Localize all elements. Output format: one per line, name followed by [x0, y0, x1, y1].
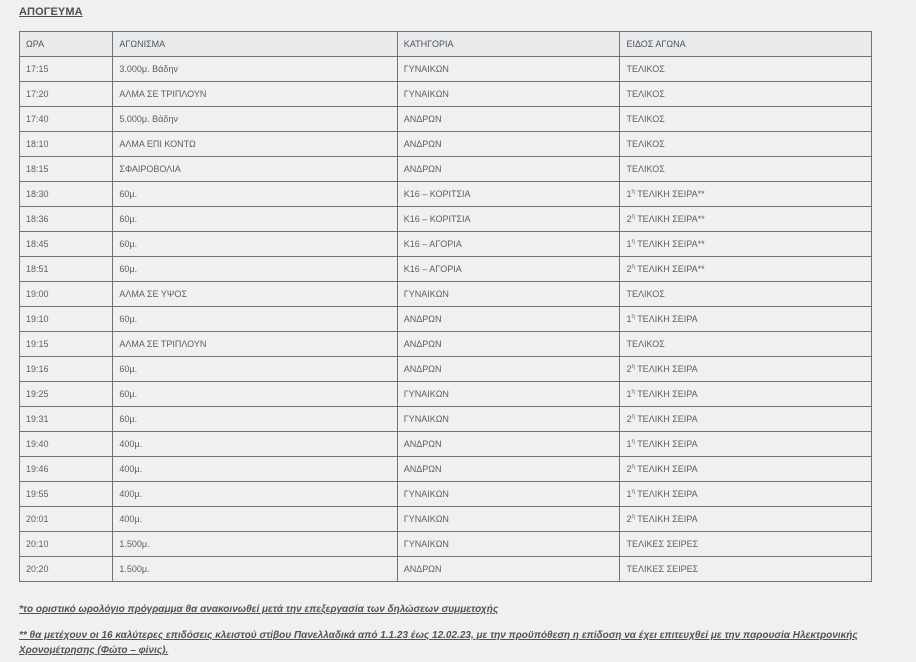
heat-ordinal-suffix: η	[631, 514, 635, 520]
cell-category	[397, 157, 620, 182]
cell-time	[20, 132, 113, 157]
heat-ordinal: 1	[626, 189, 632, 199]
heat-ordinal: 2	[626, 464, 632, 474]
cell-race-type	[620, 182, 872, 207]
heat-ordinal-suffix: η	[631, 439, 635, 445]
cell-category-text: ΑΝΔΡΩΝ	[403, 464, 442, 474]
cell-event-text: 400μ.	[119, 464, 143, 474]
section-title: ΑΠΟΓΕΥΜΑ	[19, 6, 83, 18]
cell-event	[113, 132, 397, 157]
cell-category-text: ΑΝΔΡΩΝ	[403, 439, 442, 449]
cell-time-text: 19:40	[26, 439, 49, 449]
table-row	[20, 132, 872, 157]
cell-category	[397, 557, 620, 582]
heat-ordinal: 1	[626, 439, 632, 449]
cell-category	[397, 257, 620, 282]
cell-time	[20, 107, 113, 132]
cell-event-text: ΑΛΜΑ ΣΕ ΤΡΙΠΛΟΥΝ	[119, 89, 207, 99]
cell-event	[113, 507, 397, 532]
cell-race-type-text: ΤΕΛΙΚΗ ΣΕΙΡΑ	[637, 364, 698, 374]
heat-ordinal-suffix: η	[631, 314, 635, 320]
heat-ordinal: 2	[626, 264, 632, 274]
cell-category-text: ΓΥΝΑΙΚΩΝ	[403, 539, 449, 549]
footnote-schedule: *το οριστικό ωρολόγιο πρόγραμμα θα ανακοινωθεί μετά την επεξεργασία των δηλώσεων συμμετοχής	[19, 604, 499, 615]
cell-race-type-text: ΤΕΛΙΚΟΣ	[626, 339, 665, 349]
heat-ordinal-suffix: η	[631, 464, 635, 470]
cell-time-text: 19:46	[26, 464, 49, 474]
cell-time	[20, 157, 113, 182]
cell-event-text: ΑΛΜΑ ΣΕ ΥΨΟΣ	[119, 289, 187, 299]
cell-event	[113, 482, 397, 507]
heat-ordinal-suffix: η	[631, 489, 635, 495]
table-row	[20, 182, 872, 207]
cell-category-text: Κ16 – ΑΓΟΡΙΑ	[403, 239, 462, 249]
cell-event	[113, 307, 397, 332]
cell-race-type	[620, 507, 872, 532]
cell-time-text: 20:01	[26, 514, 49, 524]
table-row	[20, 407, 872, 432]
schedule-table	[19, 31, 872, 582]
header-time: ΩΡΑ	[20, 32, 113, 57]
cell-race-type	[620, 407, 872, 432]
cell-time	[20, 357, 113, 382]
cell-time-text: 18:51	[26, 264, 49, 274]
table-row	[20, 482, 872, 507]
heat-ordinal-suffix: η	[631, 389, 635, 395]
heat-ordinal: 1	[626, 489, 632, 499]
cell-event	[113, 557, 397, 582]
cell-time-text: 18:10	[26, 139, 49, 149]
cell-category	[397, 507, 620, 532]
cell-time-text: 20:20	[26, 564, 49, 574]
cell-category-text: ΓΥΝΑΙΚΩΝ	[403, 64, 449, 74]
cell-race-type-text: ΤΕΛΙΚΗ ΣΕΙΡΑ	[637, 489, 698, 499]
table-row	[20, 557, 872, 582]
cell-category	[397, 332, 620, 357]
cell-event	[113, 157, 397, 182]
cell-time	[20, 557, 113, 582]
cell-category	[397, 382, 620, 407]
cell-time	[20, 307, 113, 332]
table-row	[20, 282, 872, 307]
cell-event-text: ΑΛΜΑ ΣΕ ΤΡΙΠΛΟΥΝ	[119, 339, 207, 349]
table-row	[20, 357, 872, 382]
table-row	[20, 207, 872, 232]
cell-race-type-text: ΤΕΛΙΚΗ ΣΕΙΡΑ	[637, 514, 698, 524]
cell-event	[113, 532, 397, 557]
header-event: ΑΓΩΝΙΣΜΑ	[113, 32, 397, 57]
cell-race-type	[620, 282, 872, 307]
table-body	[20, 57, 872, 582]
cell-event-text: 1.500μ.	[119, 539, 150, 549]
cell-event-text: ΣΦΑΙΡΟΒΟΛΙΑ	[119, 164, 181, 174]
table-row	[20, 457, 872, 482]
cell-race-type	[620, 382, 872, 407]
cell-event	[113, 432, 397, 457]
cell-race-type-text: ΤΕΛΙΚΕΣ ΣΕΙΡΕΣ	[626, 539, 699, 549]
cell-race-type-text: ΤΕΛΙΚΟΣ	[626, 89, 665, 99]
heat-ordinal-suffix: η	[631, 264, 635, 270]
cell-race-type	[620, 332, 872, 357]
cell-time-text: 17:40	[26, 114, 49, 124]
heat-ordinal: 1	[626, 314, 632, 324]
cell-time	[20, 282, 113, 307]
cell-event-text: 400μ.	[119, 514, 143, 524]
cell-category	[397, 432, 620, 457]
cell-time	[20, 82, 113, 107]
cell-event-text: 60μ.	[119, 314, 138, 324]
cell-race-type	[620, 432, 872, 457]
heat-ordinal: 1	[626, 239, 632, 249]
cell-time-text: 19:15	[26, 339, 49, 349]
cell-time	[20, 382, 113, 407]
cell-category	[397, 132, 620, 157]
cell-time-text: 18:30	[26, 189, 49, 199]
cell-category	[397, 107, 620, 132]
cell-event	[113, 357, 397, 382]
cell-event	[113, 382, 397, 407]
cell-event-text: 60μ.	[119, 389, 138, 399]
cell-time	[20, 482, 113, 507]
cell-event-text: 60μ.	[119, 364, 138, 374]
cell-category-text: ΑΝΔΡΩΝ	[403, 339, 442, 349]
cell-race-type	[620, 257, 872, 282]
cell-time	[20, 457, 113, 482]
cell-race-type-text: ΤΕΛΙΚΗ ΣΕΙΡΑ**	[637, 264, 705, 274]
cell-time	[20, 207, 113, 232]
cell-category	[397, 57, 620, 82]
cell-event-text: 3.000μ. Βάδην	[119, 64, 178, 74]
cell-category-text: ΓΥΝΑΙΚΩΝ	[403, 514, 449, 524]
footnote-qualification: ** θα μετέχουν οι 16 καλύτερες επιδόσεις κλειστού στίβου Πανελλαδικά από 1.1.23 έως 12.02.23, με την προϋπόθεση η επίδοση να έχει επιτευχθεί με την παρουσία Ηλεκτρονικής Χρονομέτρησης (Φώτο – φίνις).	[19, 630, 858, 656]
cell-time-text: 18:36	[26, 214, 49, 224]
cell-category	[397, 357, 620, 382]
table-row	[20, 257, 872, 282]
cell-category-text: ΓΥΝΑΙΚΩΝ	[403, 389, 449, 399]
cell-event-text: 60μ.	[119, 214, 138, 224]
cell-time	[20, 257, 113, 282]
cell-time-text: 18:45	[26, 239, 49, 249]
cell-race-type-text: ΤΕΛΙΚΗ ΣΕΙΡΑ	[637, 314, 698, 324]
cell-time-text: 19:31	[26, 414, 49, 424]
table-row	[20, 232, 872, 257]
cell-event-text: 60μ.	[119, 264, 138, 274]
cell-category-text: ΓΥΝΑΙΚΩΝ	[403, 289, 449, 299]
cell-category	[397, 232, 620, 257]
heat-ordinal-suffix: η	[631, 189, 635, 195]
cell-category	[397, 207, 620, 232]
table-row	[20, 432, 872, 457]
cell-category	[397, 307, 620, 332]
cell-time-text: 19:25	[26, 389, 49, 399]
cell-category-text: ΓΥΝΑΙΚΩΝ	[403, 414, 449, 424]
cell-event-text: 60μ.	[119, 239, 138, 249]
cell-race-type-text: ΤΕΛΙΚΟΣ	[626, 289, 665, 299]
cell-category-text: ΓΥΝΑΙΚΩΝ	[403, 89, 449, 99]
table-row	[20, 82, 872, 107]
cell-race-type-text: ΤΕΛΙΚΟΣ	[626, 139, 665, 149]
cell-event-text: 1.500μ.	[119, 564, 150, 574]
table-row	[20, 307, 872, 332]
cell-event	[113, 332, 397, 357]
cell-time-text: 17:20	[26, 89, 49, 99]
cell-category	[397, 457, 620, 482]
cell-time	[20, 232, 113, 257]
cell-race-type-text: ΤΕΛΙΚΗ ΣΕΙΡΑ	[637, 389, 698, 399]
cell-race-type-text: ΤΕΛΙΚΗ ΣΕΙΡΑ**	[637, 189, 705, 199]
cell-time-text: 17:15	[26, 64, 49, 74]
cell-category	[397, 407, 620, 432]
cell-race-type	[620, 157, 872, 182]
cell-time	[20, 532, 113, 557]
cell-category	[397, 82, 620, 107]
heat-ordinal: 2	[626, 364, 632, 374]
cell-category-text: ΑΝΔΡΩΝ	[403, 364, 442, 374]
cell-race-type	[620, 132, 872, 157]
cell-event-text: 400μ.	[119, 489, 143, 499]
heat-ordinal-suffix: η	[631, 364, 635, 370]
table-row	[20, 382, 872, 407]
cell-race-type	[620, 557, 872, 582]
cell-race-type	[620, 207, 872, 232]
cell-time-text: 19:55	[26, 489, 49, 499]
cell-time-text: 19:10	[26, 314, 49, 324]
cell-category-text: ΑΝΔΡΩΝ	[403, 114, 442, 124]
table-header-row	[20, 32, 872, 57]
cell-category	[397, 532, 620, 557]
cell-category-text: ΑΝΔΡΩΝ	[403, 139, 442, 149]
cell-category-text: ΑΝΔΡΩΝ	[403, 314, 442, 324]
cell-race-type	[620, 82, 872, 107]
cell-race-type	[620, 232, 872, 257]
cell-event-text: 400μ.	[119, 439, 143, 449]
cell-category-text: ΑΝΔΡΩΝ	[403, 564, 442, 574]
cell-event	[113, 207, 397, 232]
table-row	[20, 532, 872, 557]
heat-ordinal-suffix: η	[631, 239, 635, 245]
heat-ordinal: 2	[626, 414, 632, 424]
cell-event	[113, 257, 397, 282]
table-row	[20, 107, 872, 132]
heat-ordinal: 1	[626, 389, 632, 399]
cell-event	[113, 107, 397, 132]
cell-category-text: Κ16 – ΚΟΡΙΤΣΙΑ	[403, 189, 471, 199]
table-row	[20, 57, 872, 82]
header-race-type: ΕΙΔΟΣ ΑΓΩΝΑ	[620, 32, 872, 57]
cell-time	[20, 182, 113, 207]
cell-race-type	[620, 357, 872, 382]
cell-event	[113, 182, 397, 207]
cell-race-type-text: ΤΕΛΙΚΕΣ ΣΕΙΡΕΣ	[626, 564, 699, 574]
cell-time-text: 19:16	[26, 364, 49, 374]
cell-race-type	[620, 107, 872, 132]
cell-time	[20, 332, 113, 357]
cell-category	[397, 182, 620, 207]
cell-category	[397, 282, 620, 307]
cell-race-type	[620, 57, 872, 82]
cell-race-type	[620, 532, 872, 557]
cell-race-type-text: ΤΕΛΙΚΟΣ	[626, 114, 665, 124]
table-row	[20, 332, 872, 357]
cell-category-text: Κ16 – ΚΟΡΙΤΣΙΑ	[403, 214, 471, 224]
cell-event	[113, 82, 397, 107]
heat-ordinal: 2	[626, 214, 632, 224]
cell-category-text: Κ16 – ΑΓΟΡΙΑ	[403, 264, 462, 274]
cell-time	[20, 57, 113, 82]
table-row	[20, 507, 872, 532]
cell-time	[20, 407, 113, 432]
cell-event	[113, 57, 397, 82]
cell-category-text: ΓΥΝΑΙΚΩΝ	[403, 489, 449, 499]
cell-event-text: 5.000μ. Βάδην	[119, 114, 178, 124]
cell-race-type-text: ΤΕΛΙΚΟΣ	[626, 164, 665, 174]
cell-race-type-text: ΤΕΛΙΚΟΣ	[626, 64, 665, 74]
cell-event-text: ΑΛΜΑ ΕΠΙ ΚΟΝΤΩ	[119, 139, 196, 149]
cell-race-type	[620, 482, 872, 507]
cell-event-text: 60μ.	[119, 189, 138, 199]
cell-time-text: 19:00	[26, 289, 49, 299]
cell-category-text: ΑΝΔΡΩΝ	[403, 164, 442, 174]
cell-event	[113, 407, 397, 432]
table-row	[20, 157, 872, 182]
cell-event-text: 60μ.	[119, 414, 138, 424]
cell-race-type-text: ΤΕΛΙΚΗ ΣΕΙΡΑ	[637, 464, 698, 474]
cell-race-type-text: ΤΕΛΙΚΗ ΣΕΙΡΑ**	[637, 214, 705, 224]
cell-race-type-text: ΤΕΛΙΚΗ ΣΕΙΡΑ	[637, 414, 698, 424]
cell-event	[113, 232, 397, 257]
cell-race-type-text: ΤΕΛΙΚΗ ΣΕΙΡΑ	[637, 439, 698, 449]
heat-ordinal-suffix: η	[631, 414, 635, 420]
cell-time	[20, 432, 113, 457]
cell-time-text: 20:10	[26, 539, 49, 549]
cell-time	[20, 507, 113, 532]
cell-race-type	[620, 307, 872, 332]
cell-event	[113, 282, 397, 307]
cell-time-text: 18:15	[26, 164, 49, 174]
cell-category	[397, 482, 620, 507]
heat-ordinal: 2	[626, 514, 632, 524]
heat-ordinal-suffix: η	[631, 214, 635, 220]
cell-event	[113, 457, 397, 482]
cell-race-type-text: ΤΕΛΙΚΗ ΣΕΙΡΑ**	[637, 239, 705, 249]
cell-race-type	[620, 457, 872, 482]
header-category: ΚΑΤΗΓΟΡΙΑ	[397, 32, 620, 57]
